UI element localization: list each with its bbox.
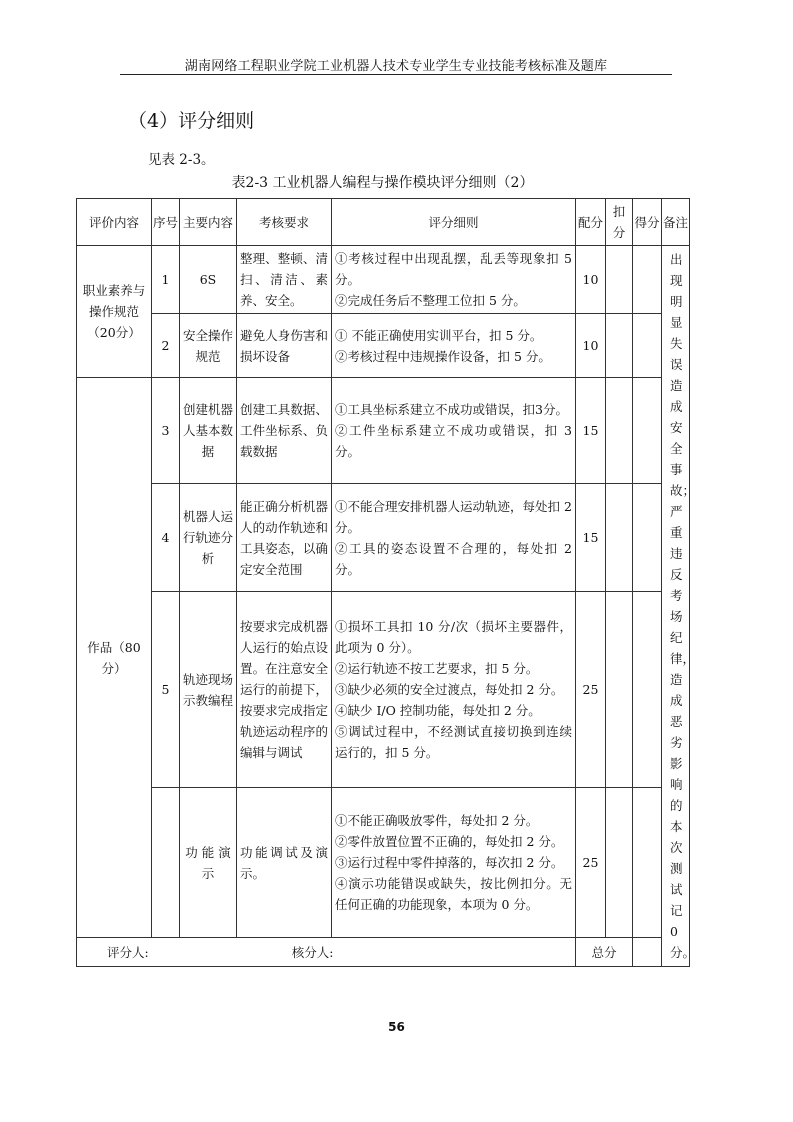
row-seq	[152, 788, 180, 938]
row-seq: 5	[152, 592, 180, 788]
row-detail: ①损坏工具扣 10 分/次（损坏主要器件，此项为 0 分）。 ②运行轨迹不按工艺要求，扣 5 分。 ③缺少必须的安全过渡点，每处扣 2 分。 ④缺少 I/O 控制功能，每处扣 2 分。 ⑤调试过程中，不经测试直接切换到连续运行的，扣 5 分。	[332, 592, 576, 788]
row-detail: ①考核过程中出现乱摆，乱丢等现象扣 5 分。 ②完成任务后不整理工位扣 5 分。	[332, 246, 576, 314]
signature-cell	[77, 938, 576, 967]
signature-row	[77, 938, 690, 967]
row-score: 10	[576, 246, 606, 314]
table-row	[77, 788, 690, 938]
group-professional: 职业素养与操作规范（20分）	[77, 246, 152, 378]
table-row	[77, 246, 690, 314]
row-main: 机器人运行轨迹分析	[180, 484, 237, 592]
row-main: 功 能 演示	[180, 788, 237, 938]
running-header: 湖南网络工程职业学院工业机器人技术专业学生专业技能考核标准及题库	[184, 59, 608, 74]
row-get[interactable]	[633, 314, 662, 378]
row-deduct[interactable]	[606, 378, 633, 484]
row-seq: 1	[152, 246, 180, 314]
row-req: 按要求完成机器人运行的始点设置。在注意安全运行的前提下，按要求完成指定轨迹运动程序的编辑与调试	[237, 592, 332, 788]
grader-label: 评分人:	[107, 944, 149, 960]
row-req: 能正确分析机器人的动作轨迹和工具姿态，以确定安全范围	[237, 484, 332, 592]
row-req: 功能调试及演示。	[237, 788, 332, 938]
header-content: 评价内容	[77, 199, 152, 246]
row-seq: 3	[152, 378, 180, 484]
header-rule	[120, 74, 672, 75]
row-detail: ①工具坐标系建立不成功或错误，扣3分。 ②工件坐标系建立不成功或错误，扣 3 分。	[332, 378, 576, 484]
total-value[interactable]	[633, 938, 662, 967]
header-seq: 序号	[152, 199, 180, 246]
row-score: 25	[576, 788, 606, 938]
row-get[interactable]	[633, 378, 662, 484]
row-deduct[interactable]	[606, 314, 633, 378]
row-score: 10	[576, 314, 606, 378]
table-header-row	[77, 199, 690, 246]
row-req: 创建工具数据、工件坐标系、负载数据	[237, 378, 332, 484]
row-main: 创建机器人基本数据	[180, 378, 237, 484]
row-get[interactable]	[633, 788, 662, 938]
table-caption: 表2-3 工业机器人编程与操作模块评分细则（2）	[231, 175, 534, 191]
row-seq: 2	[152, 314, 180, 378]
row-main: 安全操作规范	[180, 314, 237, 378]
total-label: 总分	[576, 938, 633, 967]
remarks-cell: 出现明显失误造成安全事故；严重违反考场纪律，造成恶劣影响的本次测试记 0 分。	[662, 246, 690, 967]
scoring-table	[76, 198, 696, 967]
row-seq: 4	[152, 484, 180, 592]
section-title: （4）评分细则	[128, 110, 255, 132]
row-detail: ①不能合理安排机器人运动轨迹，每处扣 2 分。 ②工具的姿态设置不合理的，每处扣 2 分。	[332, 484, 576, 592]
checker-label: 核分人:	[291, 944, 334, 960]
row-detail: ① 不能正确使用实训平台，扣 5 分。 ②考核过程中违规操作设备，扣 5 分。	[332, 314, 576, 378]
row-get[interactable]	[633, 592, 662, 788]
row-deduct[interactable]	[606, 788, 633, 938]
row-deduct[interactable]	[606, 246, 633, 314]
row-detail: ①不能正确吸放零件，每处扣 2 分。 ②零件放置位置不正确的，每处扣 2 分。 ③运行过程中零件掉落的，每次扣 2 分。 ④演示功能错误或缺失，按比例扣分。无任何正确的功能现象，本项为 0 分。	[332, 788, 576, 938]
row-get[interactable]	[633, 484, 662, 592]
row-main: 轨迹现场示教编程	[180, 592, 237, 788]
header-score: 配分	[576, 199, 606, 246]
table-row	[77, 484, 690, 592]
row-deduct[interactable]	[606, 592, 633, 788]
row-score: 15	[576, 378, 606, 484]
header-detail: 评分细则	[332, 199, 576, 246]
header-get: 得分	[633, 199, 662, 246]
table-row	[77, 314, 690, 378]
header-main: 主要内容	[180, 199, 237, 246]
header-deduct: 扣分	[606, 199, 633, 246]
row-get[interactable]	[633, 246, 662, 314]
header-note: 备注	[662, 199, 690, 246]
row-score: 15	[576, 484, 606, 592]
row-req: 整理、整顿、清扫、清洁、素养、安全。	[237, 246, 332, 314]
header-req: 考核要求	[237, 199, 332, 246]
table-row	[77, 378, 690, 484]
row-score: 25	[576, 592, 606, 788]
group-work: 作品（80分）	[77, 378, 152, 938]
page-number: 56	[388, 1020, 405, 1034]
row-main: 6S	[180, 246, 237, 314]
row-req: 避免人身伤害和损坏设备	[237, 314, 332, 378]
row-deduct[interactable]	[606, 484, 633, 592]
table-row	[77, 592, 690, 788]
table-reference: 见表 2-3。	[148, 152, 215, 168]
